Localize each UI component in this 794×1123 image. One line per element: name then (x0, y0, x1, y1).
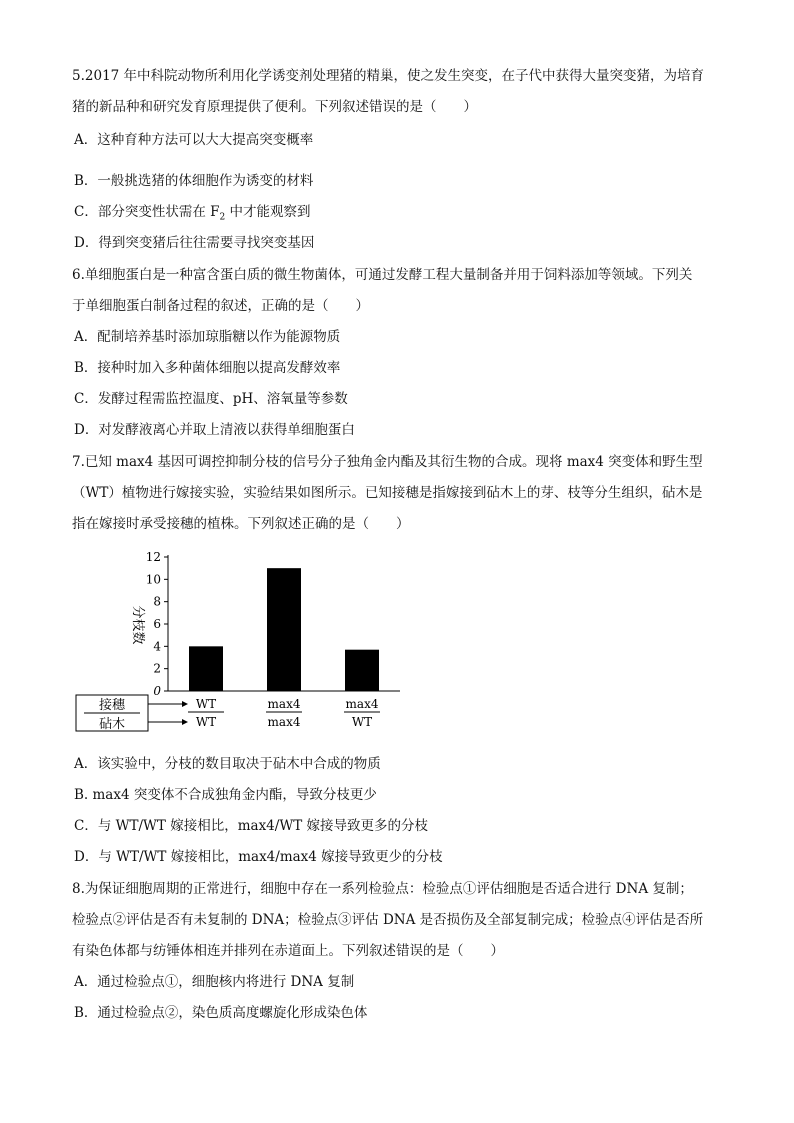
y-tick-label: 0 (153, 684, 161, 698)
q5-option-d: D．得到突变猪后往往需要寻找突变基因 (74, 235, 315, 251)
q5-stem-line1: 5.2017 年中科院动物所利用化学诱变剂处理猪的精巢，使之发生突变，在子代中获得大量突变猪，为培育 (72, 68, 705, 84)
q7-number: 7. (72, 454, 85, 470)
q8-option-b: B．通过检验点②，染色质高度螺旋化形成染色体 (74, 1005, 368, 1021)
bar (189, 646, 223, 691)
q7-stem-line2: （WT）植物进行嫁接实验，实验结果如图所示。已知接穗是指嫁接到砧木上的芽、枝等分生组织，砧木是 (72, 485, 703, 501)
bar (267, 568, 301, 691)
scion-label: WT (195, 697, 217, 711)
legend-rootstock: 砧木 (98, 717, 126, 732)
rootstock-label: WT (195, 715, 217, 729)
q8-stem-line2: 检验点②评估是否有未复制的 DNA；检验点③评估 DNA 是否损伤及全部复制完成；检验点④评估是否所 (72, 912, 704, 928)
q7-option-d: D．与 WT/WT 嫁接相比，max4/max4 嫁接导致更少的分枝 (74, 849, 443, 865)
q8-option-a: A．通过检验点①，细胞核内将进行 DNA 复制 (74, 974, 355, 990)
y-axis-label: 分枝数 (130, 605, 145, 645)
scion-label: max4 (345, 697, 379, 711)
q7-option-b: B. max4 突变体不合成独角金内酯，导致分枝更少 (74, 787, 377, 803)
q6-number: 6. (72, 267, 85, 283)
q7-option-a: A．该实验中，分枝的数目取决于砧木中合成的物质 (74, 756, 381, 772)
q6-stem-line1: 6.单细胞蛋白是一种富含蛋白质的微生物菌体，可通过发酵工程大量制备并用于饲料添加等领域。下列关 (72, 267, 693, 283)
chart-bars (189, 568, 379, 691)
rootstock-label: max4 (267, 715, 301, 729)
q6-stem-line2: 于单细胞蛋白制备过程的叙述，正确的是（ ） (72, 298, 369, 314)
chart-labels (76, 695, 380, 732)
y-tick-label: 12 (145, 550, 161, 564)
rootstock-label: WT (351, 715, 373, 729)
y-tick-label: 8 (153, 594, 161, 609)
y-tick-label: 2 (153, 661, 161, 676)
q7-option-c: C．与 WT/WT 嫁接相比，max4/WT 嫁接导致更多的分枝 (74, 818, 428, 834)
arrow-head (182, 719, 188, 725)
q6-option-a: A．配制培养基时添加琼脂糖以作为能源物质 (74, 329, 341, 345)
y-tick-label: 4 (153, 639, 161, 654)
bar (345, 650, 379, 691)
branch-count-chart (72, 545, 412, 745)
scion-label: max4 (267, 697, 301, 711)
q8-stem-line1: 8.为保证细胞周期的正常进行，细胞中存在一系列检验点：检验点①评估细胞是否适合进行 DNA 复制； (72, 881, 693, 897)
q5-option-b: B．一般挑选猪的体细胞作为诱变的材料 (74, 173, 314, 189)
q7-stem-line1: 7.已知 max4 基因可调控抑制分枝的信号分子独角金内酯及其衍生物的合成。现将 max4 突变体和野生型 (72, 454, 703, 470)
q6-option-d: D．对发酵液离心并取上清液以获得单细胞蛋白 (74, 422, 355, 438)
q8-stem-line3: 有染色体都与纺锤体相连并排列在赤道面上。下列叙述错误的是（ ） (72, 943, 504, 959)
arrow-head (182, 701, 188, 707)
q5-option-c: C．部分突变性状需在 $F_2$ 中才能观察到 (74, 204, 311, 223)
q5-stem-line2: 猪的新品种和研究发育原理提供了便利。下列叙述错误的是（ ） (72, 99, 477, 115)
q5-option-a: A．这种育种方法可以大大提高突变概率 (74, 132, 314, 148)
q6-option-c: C．发酵过程需监控温度、pH、溶氧量等参数 (74, 391, 348, 407)
legend-scion: 接穗 (98, 698, 126, 713)
q6-option-b: B．接种时加入多种菌体细胞以提高发酵效率 (74, 360, 341, 376)
y-tick-label: 6 (153, 617, 161, 631)
q5-number: 5. (72, 68, 85, 84)
y-tick-label: 10 (145, 572, 161, 587)
q7-stem-line3: 指在嫁接时承受接穗的植株。下列叙述正确的是（ ） (72, 516, 410, 532)
q8-number: 8. (72, 881, 85, 897)
